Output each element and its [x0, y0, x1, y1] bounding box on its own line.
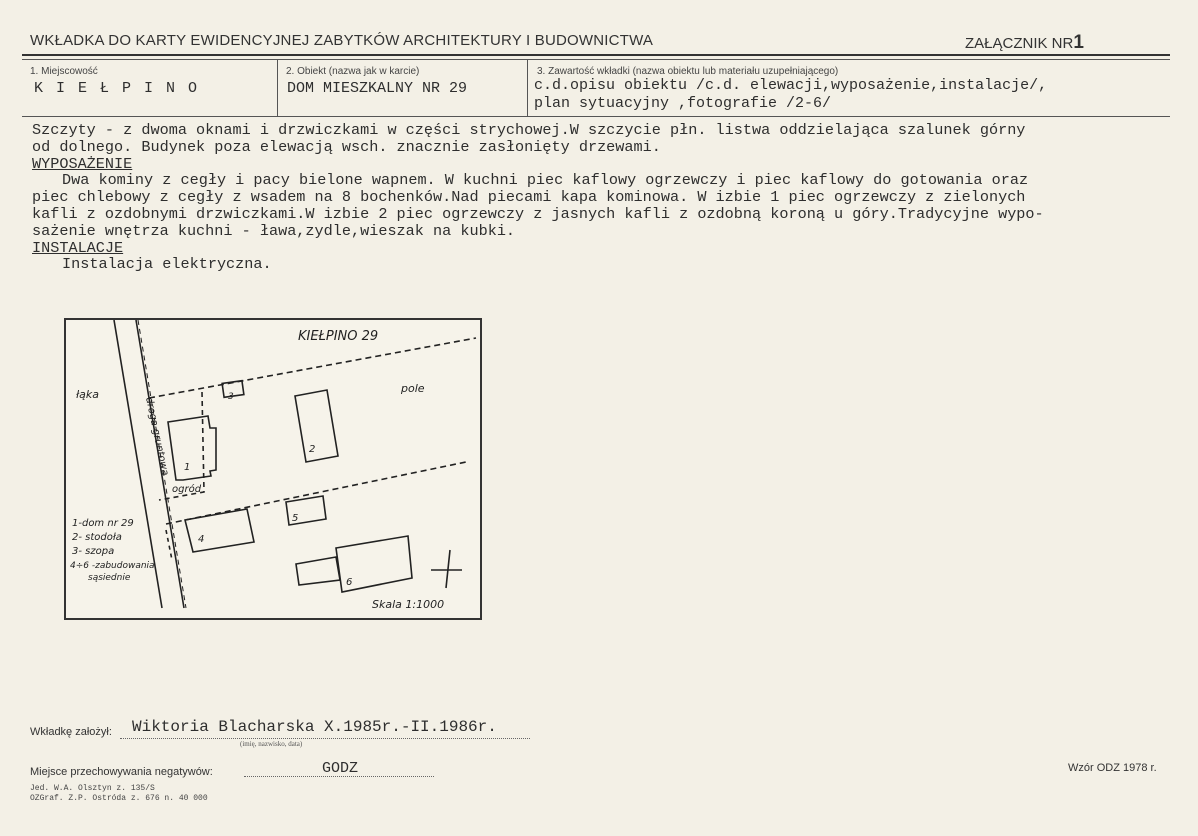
legend-item: sąsiednie: [88, 573, 131, 583]
field-3-line-2: plan sytuacyjny ,fotografie /2-6/: [534, 95, 832, 112]
fields-rule: [22, 116, 1170, 117]
site-plan-drawing: [66, 320, 480, 618]
field-3-label: 3. Zawartość wkładki (nazwa obiektu lub materiału uzupełniającego): [537, 66, 839, 77]
text-line: Instalacja elektryczna.: [62, 255, 272, 274]
text-line: od dolnego. Budynek poza elewacją wsch. znacznie zasłonięty drzewami.: [32, 137, 661, 156]
label-garden: ogród: [172, 484, 202, 495]
author-value: Wiktoria Blacharska X.1985r.-II.1986r.: [132, 718, 497, 736]
attachment-label: ZAŁĄCZNIK NR: [965, 35, 1074, 52]
label-laka: łąka: [76, 388, 100, 401]
author-hint: (imię, nazwisko, data): [240, 740, 303, 748]
section-heading-wyposazenie: WYPOSAŻENIE: [32, 154, 133, 173]
building-number: 1: [184, 462, 191, 473]
building-number: 4: [198, 534, 205, 545]
attachment-number: [965, 32, 1084, 54]
plot-boundary: [149, 338, 476, 398]
text-line: Szczyty - z dwoma oknami i drzwiczkami w części strychowej.W szczycie płn. listwa oddzielająca szalunek górny: [32, 121, 1026, 139]
text-line: Dwa kominy z cegły i pacy bielone wapnem. W kuchni piec kaflowy ogrzewczy i piec kaflowy do gotowania oraz: [62, 171, 1029, 190]
legend-item: 2- stodoła: [72, 532, 122, 543]
printer-info: Jed. W.A. Olsztyn z. 135/S: [30, 784, 155, 793]
text-line: kafli z ozdobnymi drzwiczkami.W izbie 2 piec ogrzewczy z jasnych kafli z ozdobną koroną u góry.Tradycyjne wypo-: [32, 204, 1044, 223]
text-line: piec chlebowy z cegły z wsadem na 8 bochenków.Nad piecami kapa kominowa. W izbie 1 piec ogrzewczy z zielonych: [32, 188, 1026, 207]
printer-info: OZGraf. Z.P. Ostróda z. 676 n. 40 000: [30, 794, 208, 803]
label-road: droga gruntowa: [143, 396, 171, 477]
building-number: 6: [346, 577, 353, 588]
text-line: sażenie wnętrza kuchni - ława,zydle,wieszak na kubki.: [32, 221, 516, 240]
map-title: KIEŁPINO 29: [298, 329, 379, 344]
field-divider: [527, 60, 528, 116]
header-rule: [22, 54, 1170, 56]
form-title: WKŁADKA DO KARTY EWIDENCYJNEJ ZABYTKÓW ARCHITEKTURY I BUDOWNICTWA: [30, 32, 654, 49]
form-model: Wzór ODZ 1978 r.: [1068, 762, 1157, 774]
map-scale: Skala 1:1000: [372, 598, 445, 611]
label-pole: pole: [401, 382, 425, 395]
negatives-value: GODZ: [322, 760, 359, 777]
building-number: 3: [228, 392, 234, 402]
building-1: [168, 416, 216, 480]
legend-item: 3- szopa: [72, 546, 115, 557]
legend-item: 4÷6 -zabudowania: [70, 561, 155, 571]
field-3-line-1: c.d.opisu obiektu /c.d. elewacji,wyposażenie,instalacje/,: [534, 77, 1048, 94]
field-2-value: DOM MIESZKALNY NR 29: [287, 80, 468, 97]
description-text: [32, 122, 1162, 273]
author-label: Wkładkę założył:: [30, 726, 112, 738]
legend-item: 1-dom nr 29: [72, 518, 134, 529]
negatives-label: Miejsce przechowywania negatywów:: [30, 766, 213, 778]
field-1-value: K I E Ł P I N O: [34, 80, 200, 97]
building-number: 5: [292, 513, 299, 524]
building-4: [185, 509, 254, 552]
field-divider: [277, 60, 278, 116]
site-plan: [64, 318, 482, 620]
section-heading-instalacje: INSTALACJE: [32, 238, 124, 257]
building-2: [295, 390, 338, 462]
attachment-number-value: 1: [1073, 32, 1084, 53]
building-number: 2: [309, 444, 316, 455]
header-rule-2: [22, 59, 1170, 60]
field-2-label: 2. Obiekt (nazwa jak w karcie): [286, 66, 420, 77]
building-6a: [296, 557, 340, 585]
field-1-label: 1. Miejscowość: [30, 66, 98, 77]
north-arrow: [446, 550, 450, 588]
